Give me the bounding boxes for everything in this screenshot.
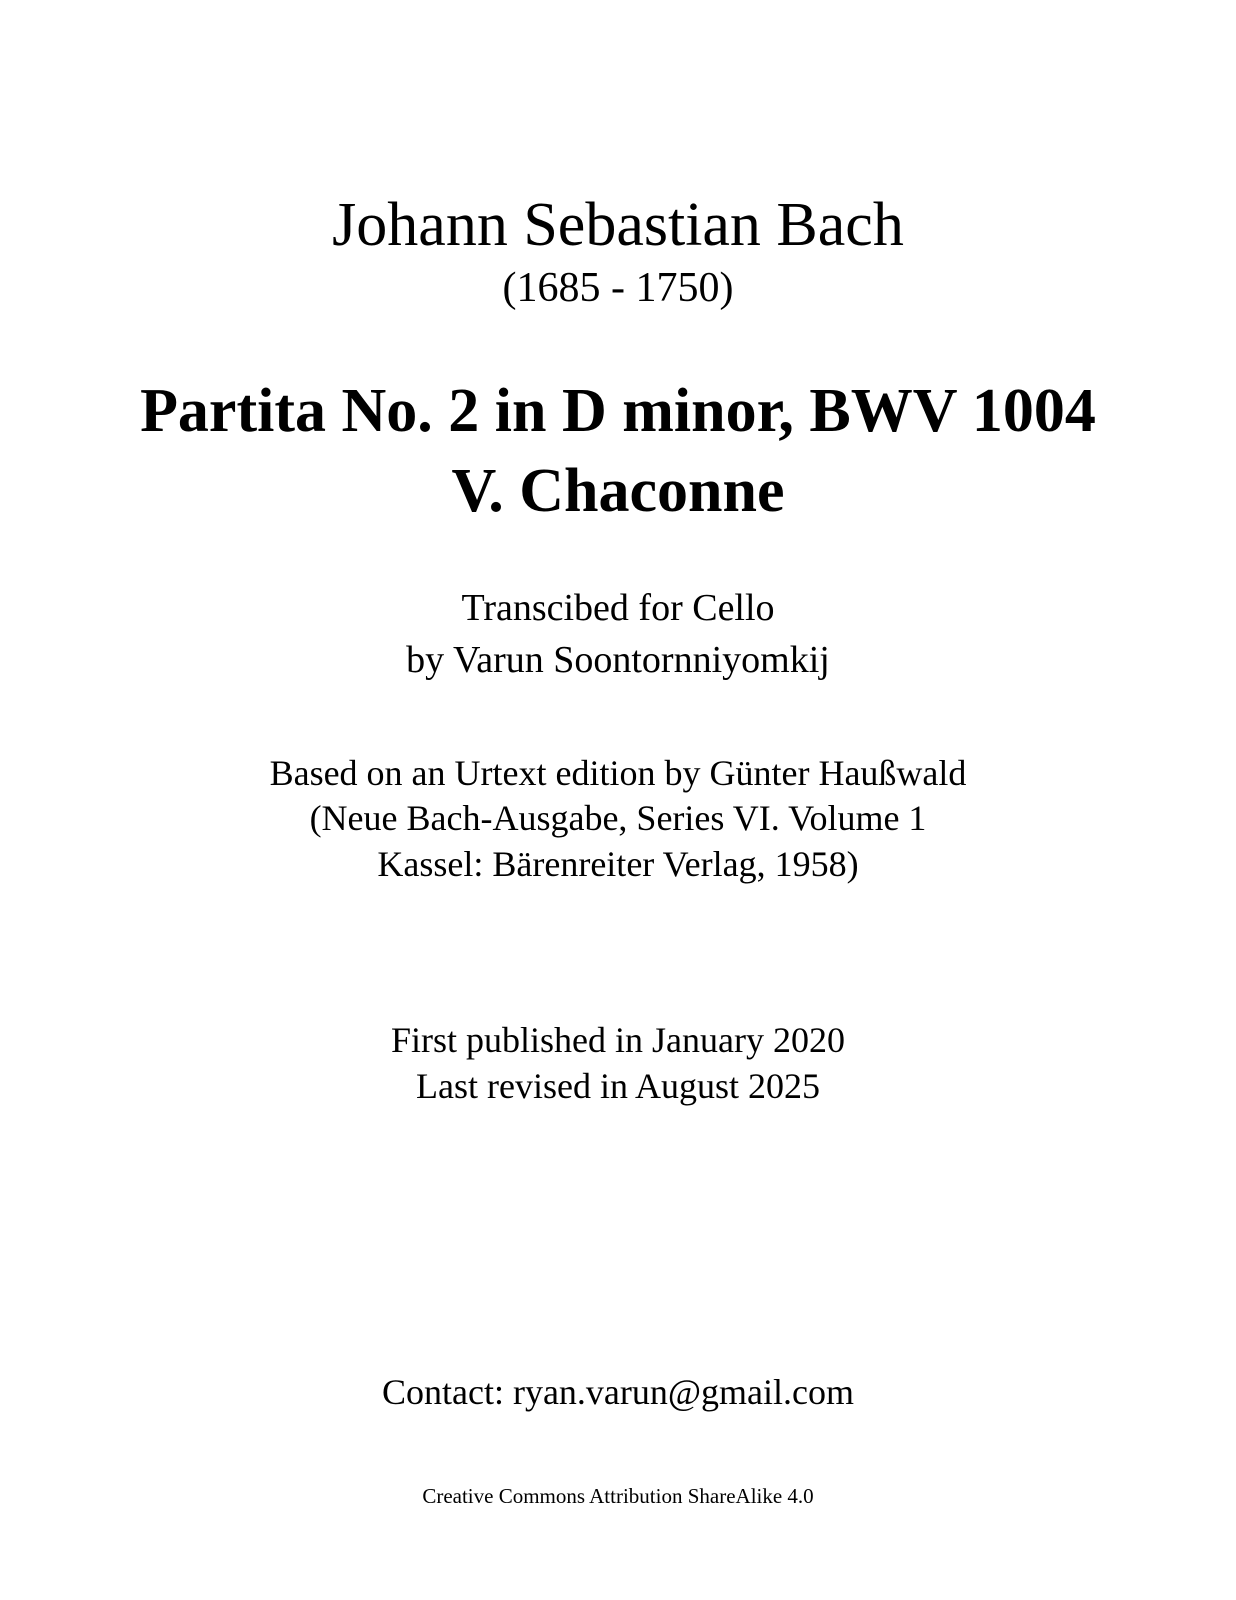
source-line-2: (Neue Bach-Ausgabe, Series VI. Volume 1 [309, 798, 927, 838]
composer-dates: (1685 - 1750) [502, 265, 734, 311]
license-notice: Creative Commons Attribution ShareAlike 4.0 [422, 1484, 814, 1508]
composer-name: Johann Sebastian Bach [332, 191, 904, 259]
contact-email: Contact: ryan.varun@gmail.com [381, 1372, 855, 1412]
first-published: First published in January 2020 [391, 1020, 845, 1060]
arranger-name: by Varun Soontornniyomkij [406, 639, 830, 681]
movement-title: V. Chaconne [451, 457, 785, 525]
last-revised: Last revised in August 2025 [416, 1066, 820, 1106]
source-line-3: Kassel: Bärenreiter Verlag, 1958) [377, 844, 859, 884]
source-line-1: Based on an Urtext edition by Günter Haußwald [269, 753, 967, 793]
work-title: Partita No. 2 in D minor, BWV 1004 [140, 377, 1096, 445]
transcription-note: Transcibed for Cello [461, 587, 775, 629]
